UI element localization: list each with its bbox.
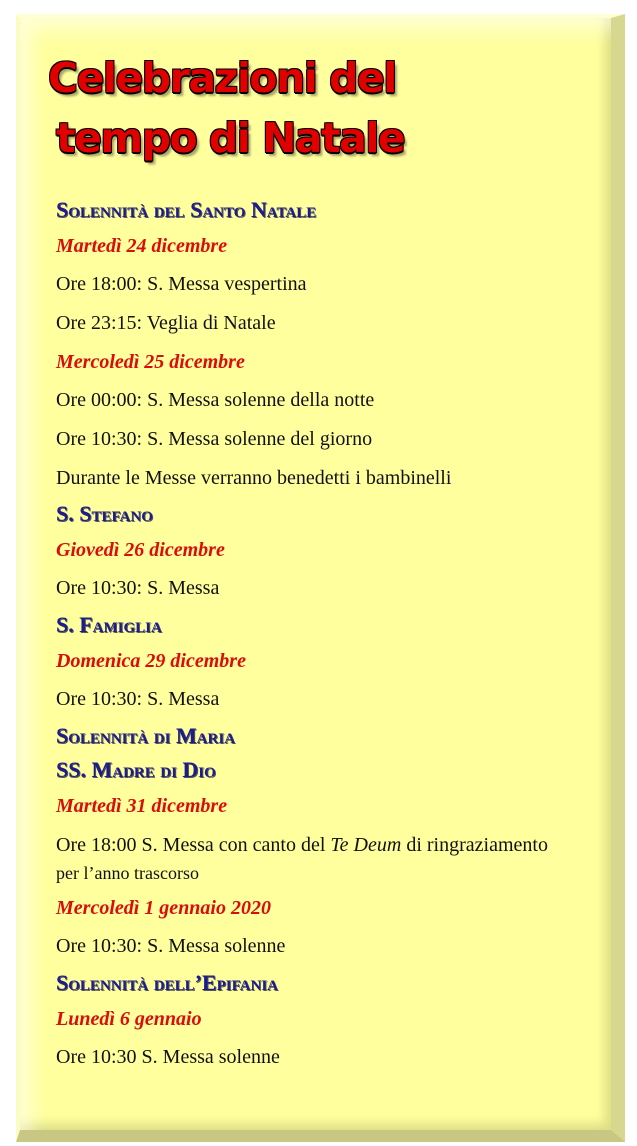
schedule-item: Ore 10:30 S. Messa solenne xyxy=(56,1046,280,1068)
section-heading-famiglia: S. Famiglia xyxy=(56,612,162,637)
title-line-2: tempo di Natale xyxy=(56,114,405,162)
date-1-gennaio: Mercoledì 1 gennaio 2020 xyxy=(56,897,271,919)
schedule-item: Ore 23:15: Veglia di Natale xyxy=(56,312,276,334)
schedule-item: Ore 10:30: S. Messa xyxy=(56,688,220,710)
schedule-item: Ore 10:30: S. Messa solenne xyxy=(56,935,286,957)
title-line-1: Celebrazioni del xyxy=(48,54,396,102)
schedule-item: Ore 10:30: S. Messa xyxy=(56,577,220,599)
te-deum-title: Te Deum xyxy=(330,834,402,856)
section-heading-epifania: Solennità dell’Epifania xyxy=(56,970,278,995)
te-deum-text-line-2: per l’anno trascorso xyxy=(56,863,199,883)
date-26-dicembre: Giovedì 26 dicembre xyxy=(56,539,225,561)
schedule-item: Ore 18:00: S. Messa vespertina xyxy=(56,273,307,295)
flyer-title xyxy=(48,48,404,168)
schedule-item: Ore 00:00: S. Messa solenne della notte xyxy=(56,389,375,411)
schedule-note: Durante le Messe verranno benedetti i bambinelli xyxy=(56,467,452,489)
section-heading-stefano: S. Stefano xyxy=(56,501,153,526)
schedule-item: Ore 10:30: S. Messa solenne del giorno xyxy=(56,428,373,450)
date-6-gennaio: Lunedì 6 gennaio xyxy=(56,1008,202,1030)
date-31-dicembre: Martedì 31 dicembre xyxy=(56,795,228,817)
section-heading-natale: Solennità del Santo Natale xyxy=(56,197,317,222)
section-heading-maria xyxy=(56,719,601,787)
schedule-item-te-deum xyxy=(56,825,601,889)
date-29-dicembre: Domenica 29 dicembre xyxy=(56,650,246,672)
section-heading-maria-line-1: Solennità di Maria xyxy=(56,723,236,748)
schedule xyxy=(56,193,601,1077)
date-25-dicembre: Mercoledì 25 dicembre xyxy=(56,351,245,373)
te-deum-text-post: di ringraziamento xyxy=(401,834,548,856)
date-24-dicembre: Martedì 24 dicembre xyxy=(56,235,228,257)
te-deum-text-pre: Ore 18:00 S. Messa con canto del xyxy=(56,834,331,856)
section-heading-maria-line-2: SS. Madre di Dio xyxy=(56,757,216,782)
